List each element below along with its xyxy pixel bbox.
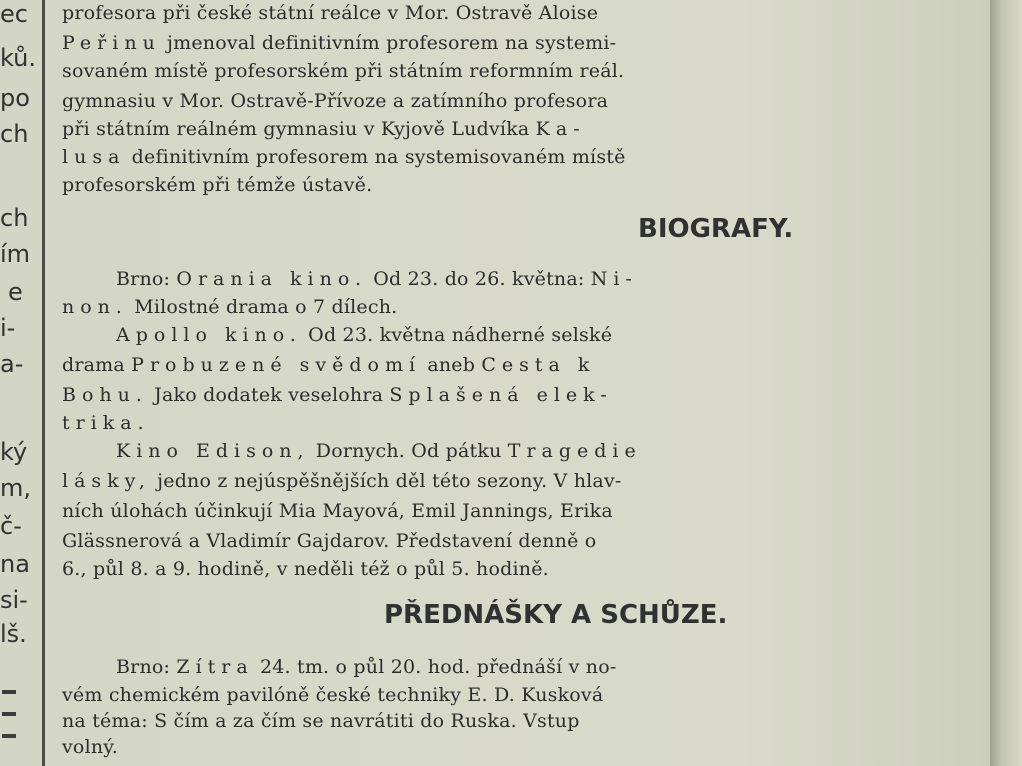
text-span: Jako dodatek veselohra <box>147 384 390 406</box>
text-span: Milostné drama o 7 dílech. <box>127 296 398 318</box>
text-span: aneb <box>421 354 482 376</box>
text-line <box>116 324 892 346</box>
left-fragment: lš. <box>0 620 27 648</box>
text-line <box>62 384 892 406</box>
spaced-name: Orania kino. <box>176 268 368 290</box>
spaced-name: non. <box>62 296 128 318</box>
text-line <box>62 146 892 168</box>
left-fragment: ch <box>0 120 29 148</box>
spaced-name: Cesta k <box>481 354 596 376</box>
column-rule <box>42 0 45 766</box>
spaced-name: lusa <box>62 146 126 168</box>
left-fragment: ím <box>0 240 31 268</box>
left-fragment: ků. <box>0 44 36 72</box>
left-fragment: a- <box>0 350 24 378</box>
text-line: profesora při české státní reálce v Mor. Ostravě Aloise <box>62 2 599 24</box>
text-line <box>62 412 892 434</box>
spaced-name: Tragedie <box>507 440 642 462</box>
spaced-name: Ka- <box>535 118 586 140</box>
text-line: 6., půl 8. a 9. hodině, v neděli též o půl 5. hodině. <box>62 558 549 580</box>
edge-mark <box>2 712 16 716</box>
left-fragment: m, <box>0 474 32 502</box>
text-line: profesorském při témže ústavě. <box>62 174 373 196</box>
left-fragment: po <box>0 84 30 112</box>
page-fold-edge <box>990 0 1022 766</box>
section-heading-prednasky: PŘEDNÁŠKY A SCHŮZE. <box>384 600 728 630</box>
left-fragment: č- <box>0 512 22 540</box>
text-line: na téma: S čím a za čím se navrátiti do Ruska. Vstup <box>62 710 580 732</box>
left-fragment: na <box>0 550 30 578</box>
edge-mark <box>2 690 16 694</box>
spaced-name: Probuzené svědomí <box>131 354 422 376</box>
spaced-name: Peřinu <box>62 32 161 54</box>
text-span: Od 23. května nádherné selské <box>301 324 613 346</box>
text-span: Brno: <box>116 656 177 678</box>
text-span: Brno: <box>116 268 177 290</box>
text-line: gymnasiu v Mor. Ostravě-Přívoze a zatímního profesora <box>62 90 609 112</box>
text-line <box>116 440 892 462</box>
spaced-name: Zítra <box>176 656 254 678</box>
text-span: Od 23. do 26. května: <box>367 268 591 290</box>
spaced-name: Splašená elek- <box>389 384 613 406</box>
text-span: drama <box>62 354 132 376</box>
text-line: ních úlohách účinkují Mia Mayová, Emil Jannings, Erika <box>62 500 613 522</box>
text-line: Glässnerová a Vladimír Gajdarov. Představení denně o <box>62 530 597 552</box>
text-span: při státním reálném gymnasiu v Kyjově Ludvíka <box>62 118 536 140</box>
spaced-name: Kino Edison, <box>116 440 310 462</box>
text-span: jmenoval definitivním profesorem na systemi- <box>160 32 617 54</box>
text-span: Dornych. Od pátku <box>309 440 508 462</box>
left-column-fragments <box>0 0 42 766</box>
text-line <box>116 656 892 678</box>
spaced-name: Ni- <box>590 268 638 290</box>
left-fragment: si- <box>0 586 28 614</box>
text-line: volný. <box>62 736 118 758</box>
spaced-name: Apollo kino. <box>116 324 302 346</box>
section-heading-biografy: BIOGRAFY. <box>638 214 794 244</box>
spaced-name: Bohu. <box>62 384 148 406</box>
text-span: 24. tm. o půl 20. hod. přednáší v no- <box>253 656 617 678</box>
text-line <box>62 118 892 140</box>
text-line: sovaném místě profesorském při státním reformním reál. <box>62 60 625 82</box>
text-line: vém chemickém pavilóně české techniky E. D. Kusková <box>62 684 604 706</box>
left-fragment: ec <box>0 0 28 28</box>
text-line <box>62 470 892 492</box>
text-line <box>116 268 892 290</box>
text-line <box>62 354 892 376</box>
left-fragment: ký <box>0 438 28 466</box>
spaced-name: trika. <box>62 412 150 434</box>
left-fragment: i- <box>0 314 16 342</box>
text-line <box>62 296 892 318</box>
text-span: definitivním profesorem na systemisovaném místě <box>125 146 626 168</box>
spaced-name: lásky, <box>62 470 151 492</box>
text-span: jedno z nejúspěšnějších děl této sezony. V hlav- <box>150 470 622 492</box>
main-article-column <box>62 0 892 766</box>
text-line <box>62 32 892 54</box>
left-fragment: e <box>8 278 23 306</box>
left-fragment: ch <box>0 204 29 232</box>
edge-mark <box>2 734 16 738</box>
